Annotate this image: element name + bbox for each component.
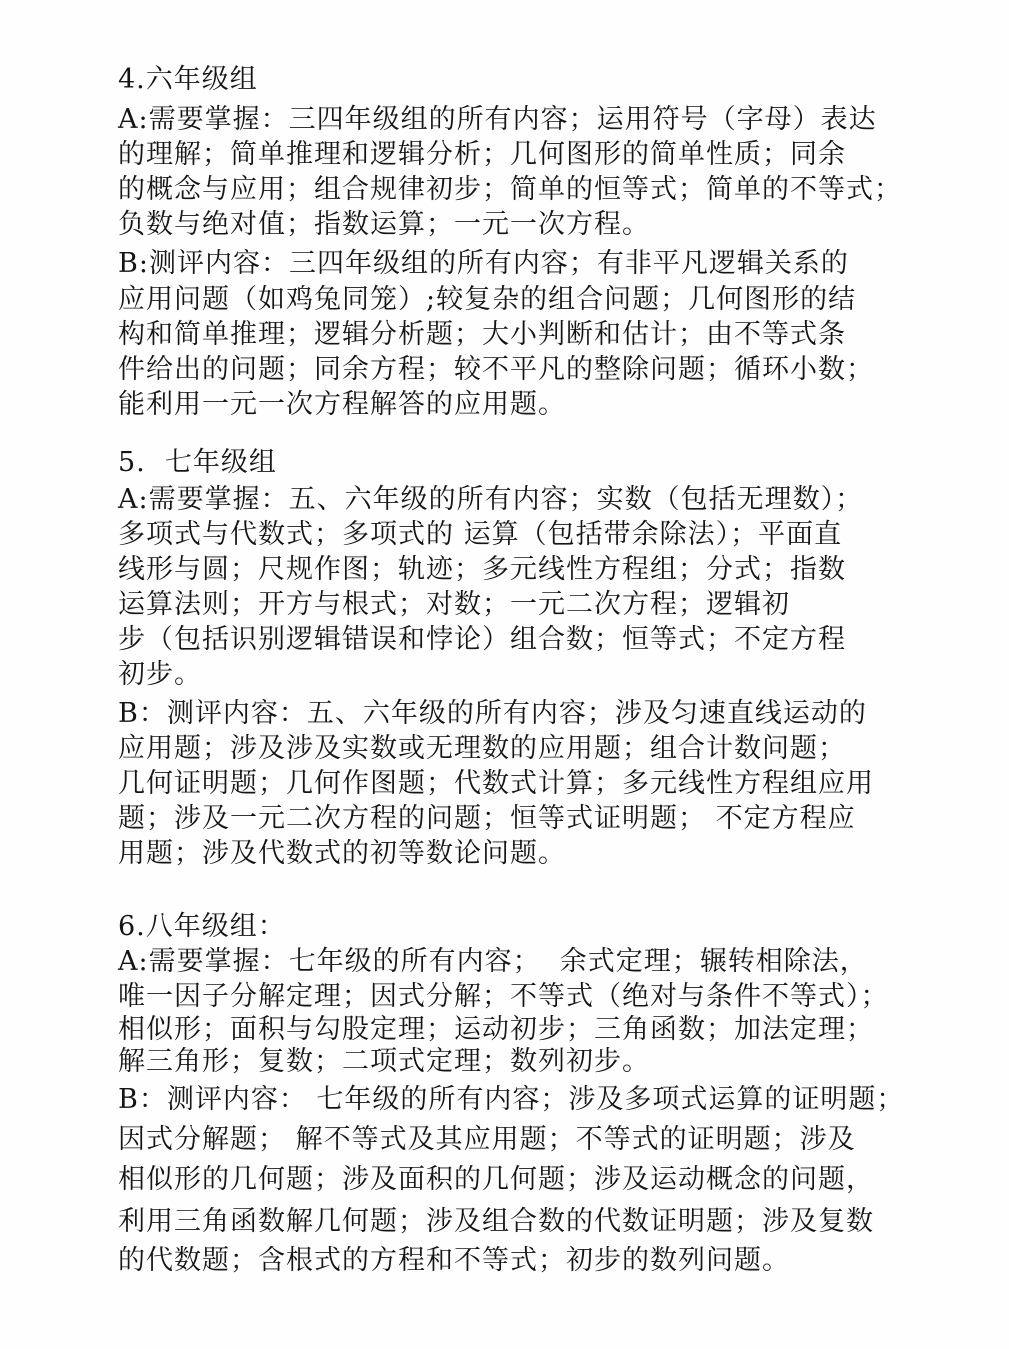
text-line: 题；涉及一元二次方程的问题；恒等式证明题； 不定方程应 — [118, 803, 856, 834]
text-line: 因式分解题； 解不等式及其应用题；不等式的证明题；涉及 — [118, 1124, 856, 1155]
section-heading-grade7: 5. 七年级组 — [118, 447, 277, 478]
text-line: 能利用一元一次方程解答的应用题。 — [118, 389, 566, 420]
text-line: A:需要掌握：七年级的所有内容； 余式定理；辗转相除法， — [118, 946, 868, 977]
section-heading-grade6: 4.六年级组 — [118, 64, 258, 95]
section-heading-grade8: 6.八年级组： — [118, 911, 286, 942]
text-line: 线形与圆；尺规作图；轨迹；多元线性方程组；分式；指数 — [118, 554, 846, 585]
text-line: 的理解；简单推理和逻辑分析；几何图形的简单性质；同余 — [118, 139, 846, 170]
text-line: B:测评内容：三四年级组的所有内容；有非平凡逻辑关系的 — [118, 248, 849, 279]
text-line: 应用问题（如鸡兔同笼）;较复杂的组合问题；几何图形的结 — [118, 284, 857, 315]
text-line: B：测评内容：五、六年级的所有内容；涉及匀速直线运动的 — [118, 698, 867, 729]
text-line: 相似形的几何题；涉及面积的几何题；涉及运动概念的问题， — [118, 1164, 874, 1195]
text-line: A:需要掌握：三四年级组的所有内容；运用符号（字母）表达 — [118, 104, 877, 135]
text-line: 用题；涉及代数式的初等数论问题。 — [118, 838, 566, 869]
text-line: A:需要掌握：五、六年级的所有内容；实数（包括无理数）； — [118, 484, 864, 515]
text-line: 多项式与代数式；多项式的 运算（包括带余除法）；平面直 — [118, 519, 843, 550]
text-line: 初步。 — [118, 659, 202, 690]
text-line: 相似形；面积与勾股定理；运动初步；三角函数；加法定理； — [118, 1014, 874, 1045]
text-line: 应用题；涉及涉及实数或无理数的应用题；组合计数问题； — [118, 733, 846, 764]
text-line: 运算法则；开方与根式；对数；一元二次方程；逻辑初 — [118, 589, 790, 620]
text-line: 的概念与应用；组合规律初步；简单的恒等式；简单的不等式； — [118, 174, 902, 205]
text-line: 利用三角函数解几何题；涉及组合数的代数证明题；涉及复数 — [118, 1206, 874, 1237]
text-line: B：测评内容： 七年级的所有内容；涉及多项式运算的证明题； — [118, 1084, 905, 1115]
text-line: 几何证明题；几何作图题；代数式计算；多元线性方程组应用 — [118, 768, 874, 799]
text-line: 件给出的问题；同余方程；较不平凡的整除问题；循环小数； — [118, 354, 874, 385]
text-line: 解三角形；复数；二项式定理；数列初步。 — [118, 1046, 650, 1077]
text-line: 步（包括识别逻辑错误和悖论）组合数；恒等式；不定方程 — [118, 624, 846, 655]
text-line: 构和简单推理；逻辑分析题；大小判断和估计；由不等式条 — [118, 319, 846, 350]
text-line: 负数与绝对值；指数运算；一元一次方程。 — [118, 209, 650, 240]
text-line: 的代数题；含根式的方程和不等式；初步的数列问题。 — [118, 1245, 790, 1276]
text-line: 唯一因子分解定理；因式分解；不等式（绝对与条件不等式）； — [118, 981, 889, 1012]
